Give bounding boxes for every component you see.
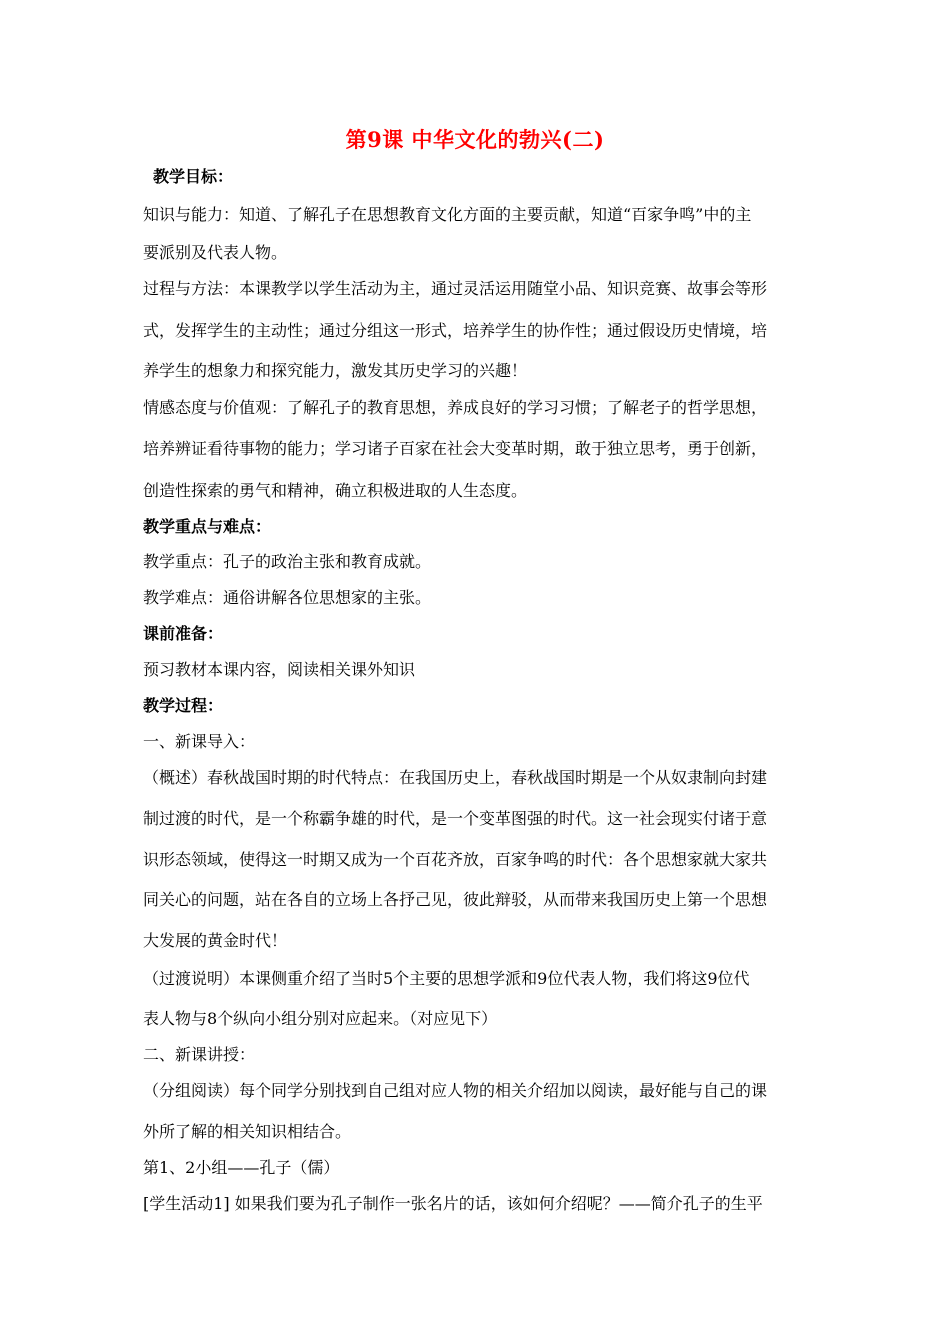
heading-teaching-goals: 教学目标：	[153, 167, 234, 186]
paragraph-line: 大发展的黄金时代！	[143, 931, 288, 950]
section-heading: 一、新课导入：	[143, 732, 256, 751]
paragraph-line: [学生活动1] 如果我们要为孔子制作一张名片的话，该如何介绍呢？——简介孔子的生平	[143, 1194, 763, 1213]
lesson-title: 第9课 中华文化的勃兴(二)	[345, 127, 605, 152]
paragraph-line: 表人物与8个纵向小组分别对应起来。（对应见下）	[143, 1009, 498, 1028]
paragraph-line: 同关心的问题，站在各自的立场上各抒己见，彼此辩驳，从而带来我国历史上第一个思想	[143, 890, 768, 909]
paragraph-line: 情感态度与价值观：了解孔子的教育思想，养成良好的学习习惯；了解老子的哲学思想，	[143, 398, 768, 417]
heading-teaching-process: 教学过程：	[143, 696, 224, 715]
section-heading: 二、新课讲授：	[143, 1045, 256, 1064]
paragraph-line: 过程与方法：本课教学以学生活动为主，通过灵活运用随堂小品、知识竞赛、故事会等形	[143, 279, 768, 298]
paragraph-line: 识形态领域，使得这一时期又成为一个百花齐放，百家争鸣的时代：各个思想家就大家共	[143, 850, 768, 869]
paragraph-line: （概述）春秋战国时期的时代特点：在我国历史上，春秋战国时期是一个从奴隶制向封建	[143, 768, 768, 787]
heading-preparation: 课前准备：	[143, 624, 224, 643]
paragraph-line: 教学难点：通俗讲解各位思想家的主张。	[143, 588, 432, 607]
paragraph-line: （过渡说明）本课侧重介绍了当时5个主要的思想学派和9位代表人物，我们将这9位代	[143, 969, 750, 988]
paragraph-line: 外所了解的相关知识相结合。	[143, 1122, 352, 1141]
paragraph-line: 制过渡的时代，是一个称霸争雄的时代，是一个变革图强的时代。这一社会现实付诸于意	[143, 809, 768, 828]
paragraph-line: 第1、2小组——孔子（儒）	[143, 1158, 340, 1177]
paragraph-line: 创造性探索的勇气和精神，确立积极进取的人生态度。	[143, 481, 528, 500]
paragraph-line: 要派别及代表人物。	[143, 243, 288, 262]
paragraph-line: 知识与能力：知道、了解孔子在思想教育文化方面的主要贡献，知道“百家争鸣”中的主	[143, 205, 752, 224]
paragraph-line: 预习教材本课内容，阅读相关课外知识	[143, 660, 416, 679]
paragraph-line: 教学重点：孔子的政治主张和教育成就。	[143, 552, 432, 571]
paragraph-line: （分组阅读）每个同学分别找到自己组对应人物的相关介绍加以阅读，最好能与自己的课	[143, 1081, 768, 1100]
paragraph-line: 式，发挥学生的主动性；通过分组这一形式，培养学生的协作性；通过假设历史情境，培	[143, 321, 768, 340]
paragraph-line: 培养辨证看待事物的能力；学习诸子百家在社会大变革时期，敢于独立思考，勇于创新，	[143, 439, 768, 458]
paragraph-line: 养学生的想象力和探究能力，激发其历史学习的兴趣！	[143, 361, 528, 380]
heading-key-points: 教学重点与难点：	[143, 517, 272, 536]
